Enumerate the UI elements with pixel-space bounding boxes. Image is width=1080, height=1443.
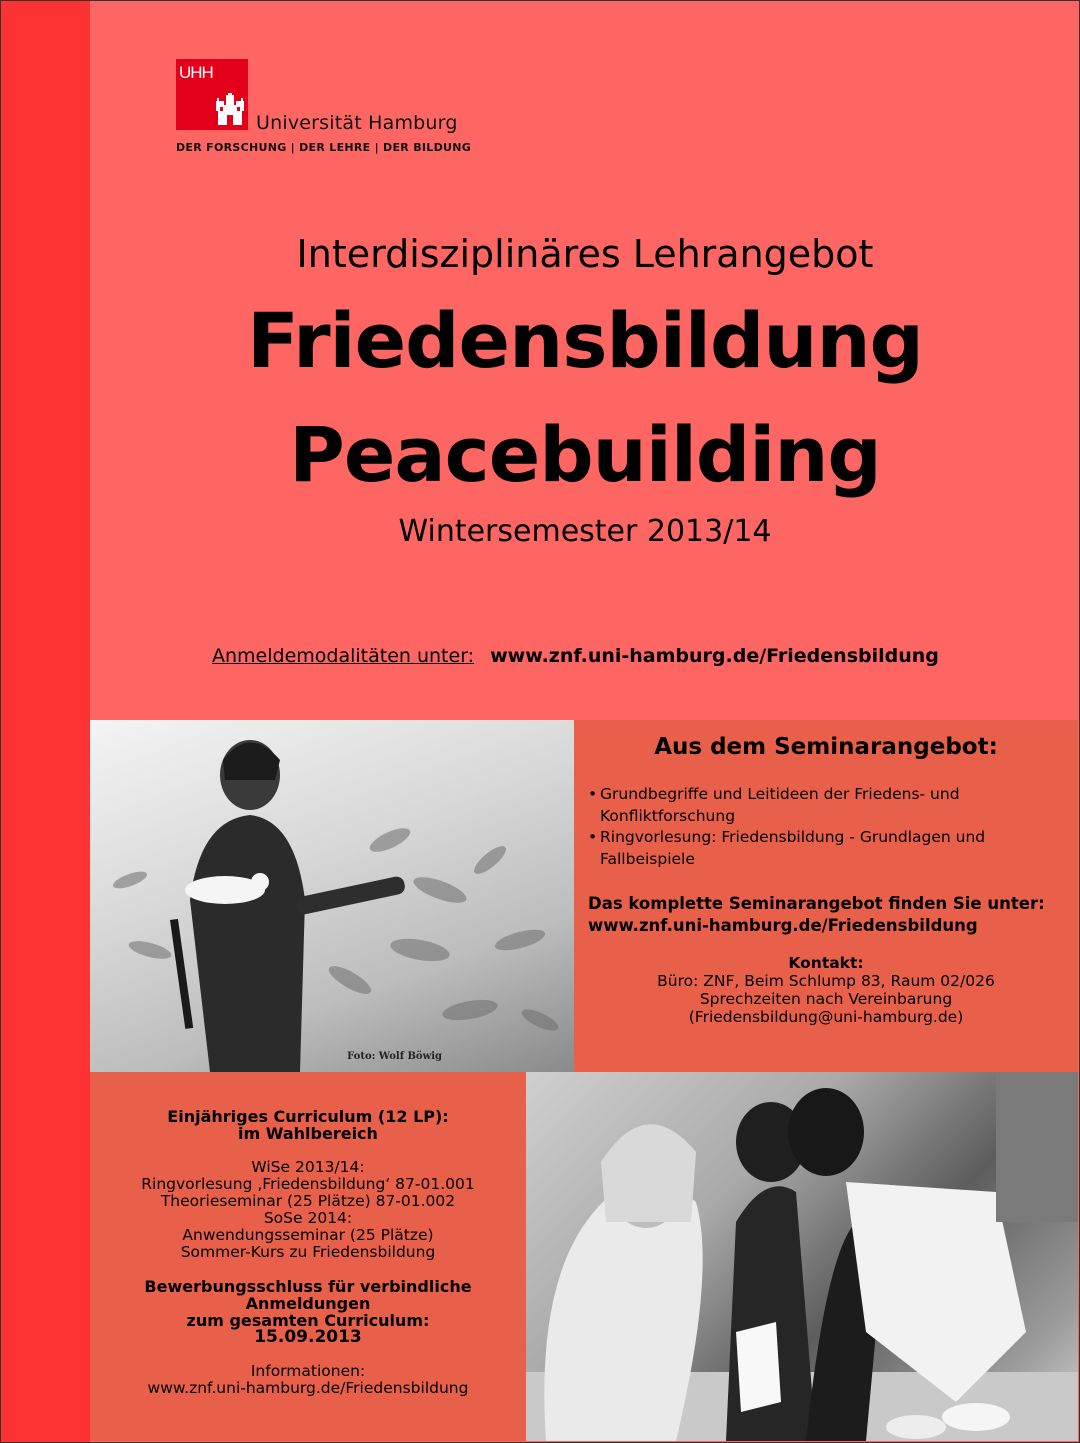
deadline-date: 15.09.2013	[254, 1327, 362, 1347]
castle-icon	[216, 93, 244, 125]
sose-label: SoSe 2014:	[263, 1209, 353, 1227]
uhh-logo	[176, 59, 248, 130]
wise-label: WiSe 2013/14:	[251, 1158, 365, 1176]
info-link[interactable]: www.znf.uni-hamburg.de/Friedensbildung	[147, 1379, 469, 1397]
contact-email[interactable]: (Friedensbildung@uni-hamburg.de)	[688, 1008, 964, 1026]
registration-link[interactable]: www.znf.uni-hamburg.de/Friedensbildung	[490, 645, 939, 667]
contact-heading: Kontakt:	[788, 954, 864, 972]
university-name: Universität Hamburg	[256, 112, 458, 134]
curriculum-subheading: im Wahlbereich	[238, 1124, 378, 1143]
title-german: Friedensbildung	[247, 296, 923, 385]
wise-item: Ringvorlesung ‚Friedensbildung‘ 87-01.001	[141, 1175, 475, 1193]
wise-item: Theorieseminar (25 Plätze) 87-01.002	[160, 1192, 456, 1210]
contact-hours: Sprechzeiten nach Vereinbarung	[699, 990, 953, 1008]
curriculum-content	[90, 1108, 526, 1397]
sose-item: Anwendungsseminar (25 Plätze)	[182, 1226, 434, 1244]
seminar-complete-link[interactable]: www.znf.uni-hamburg.de/Friedensbildung	[588, 916, 978, 935]
contact-office: Büro: ZNF, Beim Schlump 83, Raum 02/026	[657, 972, 995, 990]
curriculum-box	[90, 1072, 526, 1441]
registration-line	[212, 645, 939, 667]
logo-abbreviation: UHH	[179, 63, 213, 82]
university-tagline: DER FORSCHUNG | DER LEHRE | DER BILDUNG	[176, 141, 472, 154]
seminar-box	[574, 720, 1078, 1072]
title-english: Peacebuilding	[289, 410, 881, 499]
seminar-heading: Aus dem Seminarangebot:	[654, 734, 998, 760]
list-item: • Ringvorlesung: Friedensbildung - Grundlagen und Fallbeispiele	[588, 827, 1068, 870]
page-subtitle: Interdisziplinäres Lehrangebot	[296, 232, 874, 276]
seminar-complete-label: Das komplette Seminarangebot finden Sie unter:	[588, 894, 1045, 913]
list-item: • Grundbegriffe und Leitideen der Friedens- und Konfliktforschung	[588, 784, 1068, 827]
photo-man-with-dove	[90, 720, 574, 1072]
curriculum-heading: Einjähriges Curriculum (12 LP):	[167, 1107, 449, 1126]
info-label: Informationen:	[250, 1362, 366, 1380]
deadline-text: Bewerbungsschluss für verbindliche Anmeldungen	[144, 1277, 472, 1313]
seminar-list	[588, 784, 1068, 870]
registration-label: Anmeldemodalitäten unter:	[212, 645, 475, 667]
seminar-complete-offer	[588, 893, 1068, 937]
photo-man-with-dove-illustration	[90, 720, 574, 1072]
contact-block	[574, 954, 1078, 1026]
photo-credit: Foto: Wolf Böwig	[347, 1051, 442, 1062]
deadline-text-2: zum gesamten Curriculum:	[186, 1311, 430, 1330]
semester-label: Wintersemester 2013/14	[398, 514, 772, 549]
sose-item: Sommer-Kurs zu Friedensbildung	[180, 1243, 436, 1261]
photo-students-reading	[526, 1072, 1078, 1441]
photo-students-reading-illustration	[526, 1072, 1078, 1441]
left-accent-bar	[0, 0, 90, 1443]
